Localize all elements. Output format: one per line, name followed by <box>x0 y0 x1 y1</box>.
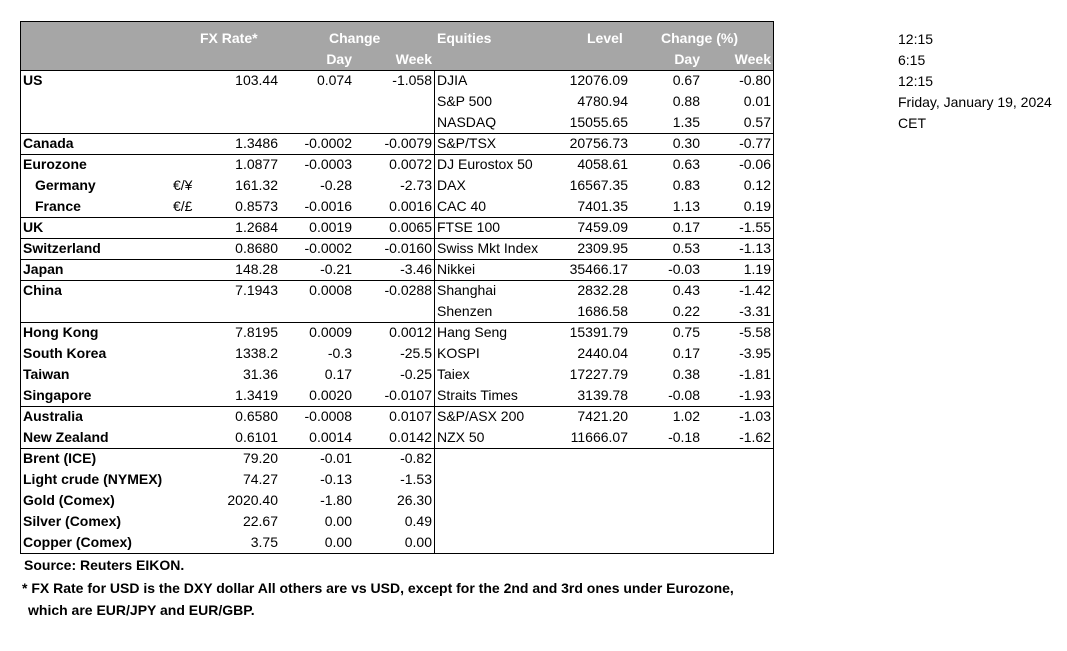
header-change: Change <box>329 30 381 46</box>
fx-footnote-line2: which are EUR/JPY and EUR/GBP. <box>28 602 255 618</box>
time-1: 12:15 <box>898 31 934 47</box>
equity-index: DAX <box>437 177 466 193</box>
region-label: Hong Kong <box>23 324 99 340</box>
fx-week-change: -0.82 <box>400 450 432 466</box>
region-label: Light crude (NYMEX) <box>23 471 163 487</box>
fx-week-change: 26.30 <box>396 492 432 508</box>
cross-symbol: €/¥ <box>173 177 193 193</box>
fx-day-change: 0.0008 <box>309 282 352 298</box>
equity-week-change: -1.42 <box>739 282 771 298</box>
equity-week-change: -0.77 <box>739 135 771 151</box>
fx-day-change: -0.3 <box>327 345 352 361</box>
region-label: Silver (Comex) <box>23 513 122 529</box>
region-label: Eurozone <box>23 156 87 172</box>
fx-day-change: 0.074 <box>316 72 352 88</box>
equity-day-change: 0.22 <box>672 303 700 319</box>
equity-level: 15055.65 <box>569 114 628 130</box>
header-eq-week: Week <box>734 51 771 67</box>
equity-level: 7459.09 <box>577 219 628 235</box>
region-label: UK <box>23 219 44 235</box>
equity-week-change: -5.58 <box>739 324 771 340</box>
equity-index: Taiex <box>437 366 470 382</box>
fx-week-change: -0.25 <box>400 366 432 382</box>
equity-index: Swiss Mkt Index <box>437 240 539 256</box>
equity-index: DJ Eurostox 50 <box>437 156 533 172</box>
fx-day-change: 0.0020 <box>309 387 352 403</box>
report-date: Friday, January 19, 2024 <box>898 94 1052 110</box>
region-label: Australia <box>23 408 83 424</box>
fx-day-change: -0.0016 <box>304 198 352 214</box>
header-equities: Equities <box>437 30 492 46</box>
header-week: Week <box>395 51 432 67</box>
header-change-pct: Change (%) <box>661 30 738 46</box>
equity-week-change: -1.03 <box>739 408 771 424</box>
equity-week-change: -0.80 <box>739 72 771 88</box>
fx-day-change: -0.13 <box>320 471 352 487</box>
equity-day-change: 0.17 <box>672 219 700 235</box>
equity-index: Straits Times <box>437 387 518 403</box>
equity-index: CAC 40 <box>437 198 487 214</box>
equity-level: 2309.95 <box>577 240 628 256</box>
fx-rate-value: 22.67 <box>242 513 278 529</box>
equity-day-change: 0.53 <box>672 240 700 256</box>
region-label: New Zealand <box>23 429 109 445</box>
equity-level: 7421.20 <box>577 408 628 424</box>
header-day: Day <box>326 51 352 67</box>
fx-week-change: 0.0065 <box>389 219 432 235</box>
equity-day-change: -0.08 <box>668 387 700 403</box>
equity-day-change: 0.30 <box>672 135 700 151</box>
region-label: US <box>23 72 43 88</box>
fx-day-change: -0.0003 <box>304 156 352 172</box>
fx-rate-value: 7.1943 <box>235 282 278 298</box>
equity-index: NZX 50 <box>437 429 485 445</box>
fx-rate-value: 0.6101 <box>235 429 278 445</box>
equity-index: S&P/TSX <box>437 135 497 151</box>
equity-week-change: -1.55 <box>739 219 771 235</box>
header-level: Level <box>587 30 623 46</box>
equity-index: NASDAQ <box>437 114 497 130</box>
fx-week-change: -0.0288 <box>384 282 432 298</box>
region-label: Canada <box>23 135 74 151</box>
fx-day-change: 0.00 <box>324 513 352 529</box>
fx-day-change: 0.00 <box>324 534 352 550</box>
fx-week-change: -25.5 <box>400 345 432 361</box>
equity-week-change: 0.19 <box>743 198 771 214</box>
equity-level: 2832.28 <box>577 282 628 298</box>
equity-index: Shanghai <box>437 282 497 298</box>
equity-week-change: -1.62 <box>739 429 771 445</box>
equity-level: 4780.94 <box>577 93 628 109</box>
fx-week-change: 0.49 <box>404 513 432 529</box>
fx-week-change: 0.0142 <box>389 429 432 445</box>
fx-rate-value: 161.32 <box>235 177 278 193</box>
equity-level: 20756.73 <box>569 135 628 151</box>
fx-rate-value: 1338.2 <box>235 345 278 361</box>
equity-index: Nikkei <box>437 261 476 277</box>
frame-top <box>20 21 774 22</box>
fx-week-change: -0.0079 <box>384 135 432 151</box>
region-label: Taiwan <box>23 366 70 382</box>
fx-week-change: 0.0012 <box>389 324 432 340</box>
equity-level: 3139.78 <box>577 387 628 403</box>
equity-level: 7401.35 <box>577 198 628 214</box>
region-label: Copper (Comex) <box>23 534 132 550</box>
equity-level: 4058.61 <box>577 156 628 172</box>
fx-rate-value: 2020.40 <box>227 492 278 508</box>
frame-bottom <box>20 553 774 554</box>
fx-week-change: -1.058 <box>392 72 432 88</box>
region-label: Gold (Comex) <box>23 492 115 508</box>
fx-week-change: -2.73 <box>400 177 432 193</box>
fx-rate-value: 74.27 <box>242 471 278 487</box>
equity-week-change: 0.57 <box>743 114 771 130</box>
region-label: Singapore <box>23 387 92 403</box>
equity-week-change: 1.19 <box>743 261 771 277</box>
fx-rate-value: 0.8573 <box>235 198 278 214</box>
equity-level: 15391.79 <box>569 324 628 340</box>
equity-level: 12076.09 <box>569 72 628 88</box>
equity-week-change: -3.95 <box>739 345 771 361</box>
fx-day-change: 0.0014 <box>309 429 352 445</box>
cross-symbol: €/£ <box>173 198 193 214</box>
fx-day-change: -0.01 <box>320 450 352 466</box>
timezone: CET <box>898 115 926 131</box>
fx-day-change: 0.0019 <box>309 219 352 235</box>
equity-day-change: 0.17 <box>672 345 700 361</box>
equity-index: S&P 500 <box>437 93 493 109</box>
equity-week-change: -1.81 <box>739 366 771 382</box>
equity-week-change: -1.93 <box>739 387 771 403</box>
region-label: Brent (ICE) <box>23 450 97 466</box>
equity-day-change: 1.02 <box>672 408 700 424</box>
equity-day-change: 1.35 <box>672 114 700 130</box>
equity-day-change: 0.63 <box>672 156 700 172</box>
equity-level: 35466.17 <box>569 261 628 277</box>
equity-day-change: 0.38 <box>672 366 700 382</box>
column-divider <box>434 70 435 554</box>
fx-day-change: 0.17 <box>324 366 352 382</box>
equity-level: 2440.04 <box>577 345 628 361</box>
equity-index: DJIA <box>437 72 468 88</box>
fx-rate-value: 1.3419 <box>235 387 278 403</box>
fx-week-change: 0.0016 <box>389 198 432 214</box>
region-label: Switzerland <box>23 240 101 256</box>
fx-rate-value: 148.28 <box>235 261 278 277</box>
region-label: Japan <box>23 261 64 277</box>
equity-week-change: -3.31 <box>739 303 771 319</box>
fx-day-change: -0.0008 <box>304 408 352 424</box>
frame-right <box>773 21 774 554</box>
equity-day-change: 0.83 <box>672 177 700 193</box>
equity-day-change: 1.13 <box>672 198 700 214</box>
header-eq-day: Day <box>674 51 700 67</box>
fx-week-change: -3.46 <box>400 261 432 277</box>
fx-rate-value: 0.6580 <box>235 408 278 424</box>
fx-day-change: -0.21 <box>320 261 352 277</box>
fx-week-change: 0.0072 <box>389 156 432 172</box>
equity-day-change: 0.88 <box>672 93 700 109</box>
region-label: France <box>35 198 81 214</box>
equity-week-change: 0.12 <box>743 177 771 193</box>
equity-index: Shenzen <box>437 303 493 319</box>
equity-level: 1686.58 <box>577 303 628 319</box>
fx-rate-value: 1.3486 <box>235 135 278 151</box>
fx-day-change: -0.0002 <box>304 135 352 151</box>
region-label: South Korea <box>23 345 107 361</box>
fx-rate-value: 0.8680 <box>235 240 278 256</box>
fx-week-change: -1.53 <box>400 471 432 487</box>
fx-rate-value: 31.36 <box>242 366 278 382</box>
equity-week-change: -0.06 <box>739 156 771 172</box>
equity-day-change: 0.67 <box>672 72 700 88</box>
equity-index: KOSPI <box>437 345 480 361</box>
fx-footnote-line1: * FX Rate for USD is the DXY dollar All others are vs USD, except for the 2nd and 3rd ones under Eurozone, <box>22 580 734 596</box>
fx-day-change: 0.0009 <box>309 324 352 340</box>
equity-week-change: 0.01 <box>743 93 771 109</box>
frame-left <box>20 21 21 554</box>
equity-index: Hang Seng <box>437 324 508 340</box>
fx-week-change: 0.0107 <box>389 408 432 424</box>
time-3: 12:15 <box>898 73 934 89</box>
fx-rate-value: 1.2684 <box>235 219 278 235</box>
time-2: 6:15 <box>898 52 926 68</box>
fx-day-change: -0.28 <box>320 177 352 193</box>
equity-level: 16567.35 <box>569 177 628 193</box>
equity-index: S&P/ASX 200 <box>437 408 525 424</box>
fx-week-change: -0.0160 <box>384 240 432 256</box>
equity-day-change: 0.43 <box>672 282 700 298</box>
fx-rate-value: 1.0877 <box>235 156 278 172</box>
fx-rate-value: 103.44 <box>235 72 278 88</box>
fx-week-change: 0.00 <box>404 534 432 550</box>
region-label: China <box>23 282 62 298</box>
equity-level: 17227.79 <box>569 366 628 382</box>
fx-week-change: -0.0107 <box>384 387 432 403</box>
equity-day-change: 0.75 <box>672 324 700 340</box>
region-label: Germany <box>35 177 96 193</box>
equity-week-change: -1.13 <box>739 240 771 256</box>
fx-rate-value: 79.20 <box>242 450 278 466</box>
equity-day-change: -0.03 <box>668 261 700 277</box>
equity-day-change: -0.18 <box>668 429 700 445</box>
header-fx-rate: FX Rate* <box>200 30 258 46</box>
fx-day-change: -1.80 <box>320 492 352 508</box>
source-note: Source: Reuters EIKON. <box>24 557 185 573</box>
fx-rate-value: 7.8195 <box>235 324 278 340</box>
fx-day-change: -0.0002 <box>304 240 352 256</box>
equity-level: 11666.07 <box>570 429 628 445</box>
fx-rate-value: 3.75 <box>250 534 278 550</box>
equity-index: FTSE 100 <box>437 219 501 235</box>
